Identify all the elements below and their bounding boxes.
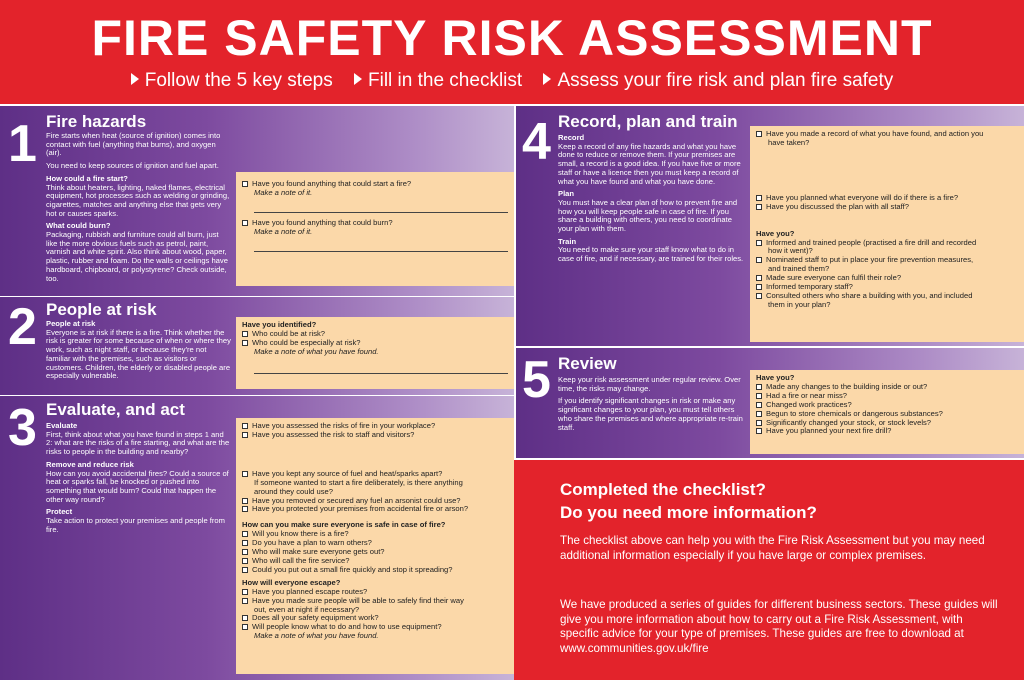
checklist-item[interactable]: Nominated staff to put in place your fire prevention measures, [756, 256, 1018, 265]
steps-row [0, 70, 1024, 92]
checkbox[interactable] [756, 275, 762, 281]
note-line[interactable] [254, 212, 508, 213]
step-item: Fill in the checklist [354, 70, 522, 91]
checkbox[interactable] [242, 506, 248, 512]
checklist-item[interactable]: Does all your safety equipment work? [242, 614, 508, 623]
checklist-item[interactable]: Have you found anything that could burn? [242, 219, 508, 228]
checkbox[interactable] [242, 540, 248, 546]
checklist-item[interactable]: Made any changes to the building inside or out? [756, 383, 1018, 392]
checklist-item[interactable]: Have you found anything that could start a fire? [242, 180, 508, 189]
checklist-item[interactable]: Have you assessed the risks of fire in your workplace? [242, 422, 508, 431]
section-title: Review [558, 354, 617, 373]
section-text: People at risk Everyone is at risk if there is a fire. Think whether the risk is greater for some because of when or where they work, such as night staff, or because they're not familiar with the premises, such as visitors or customers. Children, the elderly or disabled people are especially vulnerable. [46, 319, 231, 381]
checklist-item[interactable]: Have you removed or secured any fuel an arsonist could use? [242, 497, 508, 506]
info-box [514, 460, 1024, 680]
section-text: Record Keep a record of any fire hazards and what you have done to reduce or remove them. If your premises are small, a record is a good idea. If you have five or more staff or have a licence then you must keep a record of what you have found and what you have done. Plan You must have a clear plan of how to prevent fire and how you will keep people safe in case of fire. If you share a building with others, you need to coordinate your plan with them. Train You need to make sure your staff know what to do in case of fire, and if necessary, are trained for their roles. [558, 133, 744, 264]
checklist-item[interactable]: Who could be especially at risk? [242, 339, 508, 348]
checklist-item[interactable]: Have you planned what everyone will do if there is a fire? [756, 194, 1018, 203]
checkbox[interactable] [242, 471, 248, 477]
checklist-item[interactable]: Have you kept any source of fuel and heat/sparks apart? [242, 470, 508, 479]
section-review [516, 348, 1024, 458]
checkbox[interactable] [756, 257, 762, 263]
section-text: Keep your risk assessment under regular review. Over time, the risks may change. If you identify significant changes in risk or make any significant changes to your plan, you must tell others who share the premises and where appropriate re-train staff. [558, 375, 743, 432]
section-title: People at risk [46, 300, 157, 319]
section-fire-hazards [0, 106, 514, 296]
note-line[interactable] [254, 373, 508, 374]
checklist-item[interactable]: Informed and trained people (practised a fire drill and recorded [756, 239, 1018, 248]
note-text: Make a note of what you have found. [254, 631, 379, 641]
page-title: FIRE SAFETY RISK ASSESSMENT [91, 10, 933, 66]
checkbox[interactable] [756, 240, 762, 246]
checklist-item[interactable]: Do you have a plan to warn others? [242, 539, 508, 548]
checklist-item[interactable]: Who will call the fire service? [242, 557, 508, 566]
checklist-item[interactable]: Had a fire or near miss? [756, 392, 1018, 401]
checklist-item[interactable]: Have you planned your next fire drill? [756, 427, 1018, 436]
checkbox[interactable] [242, 567, 248, 573]
checklist-item[interactable]: Changed work practices? [756, 401, 1018, 410]
section-title: Record, plan and train [558, 112, 738, 131]
section-evaluate-act [0, 396, 514, 680]
checklist-item[interactable]: Made sure everyone can fulfil their role? [756, 274, 1018, 283]
arrow-icon [543, 73, 551, 85]
checkbox[interactable] [242, 615, 248, 621]
checkbox[interactable] [242, 220, 248, 226]
checkbox[interactable] [756, 384, 762, 390]
checkbox[interactable] [242, 331, 248, 337]
step-item: Follow the 5 key steps [131, 70, 333, 91]
checkbox[interactable] [756, 411, 762, 417]
checklist-item[interactable]: Who will make sure everyone gets out? [242, 548, 508, 557]
checkbox[interactable] [242, 558, 248, 564]
step-item: Assess your fire risk and plan fire safety [543, 70, 893, 91]
checkbox[interactable] [756, 195, 762, 201]
checklist-item[interactable]: Will you know there is a fire? [242, 530, 508, 539]
checkbox[interactable] [756, 204, 762, 210]
checklist-panel: Have you assessed the risks of fire in your workplace? Have you assessed the risk to staff and visitors? Have you kept any source of fuel and heat/sparks apart? If someone wanted to start a fire deliberately, is there anything around they could use? Have you removed or secured any fuel an arsonist could use? Have you protected your premises from accidental fire or arson? How can you make sure everyone is safe in case of fire? Will you know there is a fire? Do you have a plan to warn others? Who will make sure everyone gets out? Who will call the fire service? Could you put out a small fire quickly and stop it spreading? How will everyone escape? Have you planned escape routes? Have you made sure people will be able to safely find their way out, even at night if necessary? Does all your safety equipment work? Will people know what to do and how to use equipment? Make a note of what you have found. [236, 418, 514, 674]
checklist-item[interactable]: Have you protected your premises from accidental fire or arson? [242, 505, 508, 514]
checklist-panel: Have you identified? Who could be at risk? Who could be especially at risk? Make a note of what you have found. [236, 317, 514, 389]
checkbox[interactable] [756, 402, 762, 408]
note-line[interactable] [254, 251, 508, 252]
section-text: Fire starts when heat (source of ignition) comes into contact with fuel (anything that burns), and oxygen (air). You need to keep sources of ignition and fuel apart. How could a fire start? Think about heaters, lighting, naked flames, electrical equipment, hot processes such as welding or grinding, cigarettes, matches and anything else that gets very hot or causes sparks. What could burn? Packaging, rubbish and furniture could all burn, just like the more obvious fuels such as petrol, paint, varnish and white spirit. Also think about wood, paper, plastic, rubber and foam. Do the walls or ceilings have hardboard, chipboard, or polystyrene? Check outside, too. [46, 131, 230, 283]
checklist-item[interactable]: Who could be at risk? [242, 330, 508, 339]
checklist-item[interactable]: Will people know what to do and how to use equipment? [242, 623, 508, 632]
note-text: Make a note of it. [254, 187, 313, 197]
checklist-item[interactable]: Have you made a record of what you have found, and action you [756, 130, 1018, 139]
checkbox[interactable] [242, 498, 248, 504]
checklist-panel [236, 172, 514, 286]
checkbox[interactable] [242, 589, 248, 595]
checklist-panel: Have you? Made any changes to the building inside or out? Had a fire or near miss? Changed work practices? Begun to store chemicals or dangerous substances? Significantly changed your stock, or stock levels? Have you planned your next fire drill? [750, 370, 1024, 454]
checkbox[interactable] [242, 598, 248, 604]
arrow-icon [354, 73, 362, 85]
checkbox[interactable] [242, 423, 248, 429]
checkbox[interactable] [756, 293, 762, 299]
checklist-panel: Have you made a record of what you have found, and action you have taken? Have you planned what everyone will do if there is a fire? Have you discussed the plan with all staff? Have you? Informed and trained people (practised a fire drill and recorded how it went)? Nominated staff to put in place your fire prevention measures, and trained them? Made sure everyone can fulfil their role? Informed temporary staff? Consulted others who share a building with you, and included them in your plan? [750, 126, 1024, 342]
step-number: 3 [8, 399, 37, 457]
checkbox[interactable] [242, 340, 248, 346]
checkbox[interactable] [242, 531, 248, 537]
checklist-item[interactable]: Have you planned escape routes? [242, 588, 508, 597]
checkbox[interactable] [242, 624, 248, 630]
checklist-item[interactable]: Could you put out a small fire quickly and stop it spreading? [242, 566, 508, 575]
section-title: Fire hazards [46, 112, 147, 131]
checklist-item[interactable]: Have you discussed the plan with all staff? [756, 203, 1018, 212]
checkbox[interactable] [242, 181, 248, 187]
checklist-item[interactable]: Significantly changed your stock, or stock levels? [756, 419, 1018, 428]
checklist-item[interactable]: Have you made sure people will be able to safely find their way [242, 597, 508, 606]
checkbox[interactable] [756, 131, 762, 137]
step-number: 1 [8, 115, 37, 173]
info-heading: Completed the checklist? Do you need more information? [560, 480, 817, 522]
checkbox[interactable] [242, 432, 248, 438]
section-people-at-risk [0, 297, 514, 395]
checklist-item[interactable]: Have you assessed the risk to staff and visitors? [242, 431, 508, 440]
arrow-icon [131, 73, 139, 85]
section-text: Evaluate First, think about what you have found in steps 1 and 2: what are the risks of a fire starting, and what are the risks to people in the building and nearby? Remove and reduce risk How can you avoid accidental fires? Could a source of heat or sparks fall, be knocked or pushed into something that would burn? Could that happen the other way round? Protect Take action to protect your premises and people from fire. [46, 421, 230, 534]
info-paragraph: We have produced a series of guides for different business sectors. These guides will give you more information about how to carry out a Fire Risk Assessment, with specific advice for your type of premises. These guides are free to download at www.communities.gov.uk/fire [560, 598, 998, 656]
step-number: 4 [522, 113, 551, 171]
step-number: 2 [8, 298, 37, 356]
checkbox[interactable] [756, 420, 762, 426]
checkbox[interactable] [242, 549, 248, 555]
checklist-item[interactable]: Consulted others who share a building with you, and included [756, 292, 1018, 301]
note-text: Make a note of it. [254, 226, 313, 236]
checkbox[interactable] [756, 284, 762, 290]
checkbox[interactable] [756, 428, 762, 434]
header-banner [0, 0, 1024, 104]
section-record-plan-train [516, 106, 1024, 346]
section-title: Evaluate, and act [46, 400, 185, 419]
checklist-item[interactable]: Begun to store chemicals or dangerous substances? [756, 410, 1018, 419]
checkbox[interactable] [756, 393, 762, 399]
note-text: Make a note of what you have found. [254, 346, 379, 356]
checklist-item[interactable]: Informed temporary staff? [756, 283, 1018, 292]
info-paragraph: The checklist above can help you with the Fire Risk Assessment but you may need additional information especially if you have large or complex premises. [560, 534, 985, 562]
step-number: 5 [522, 351, 551, 409]
